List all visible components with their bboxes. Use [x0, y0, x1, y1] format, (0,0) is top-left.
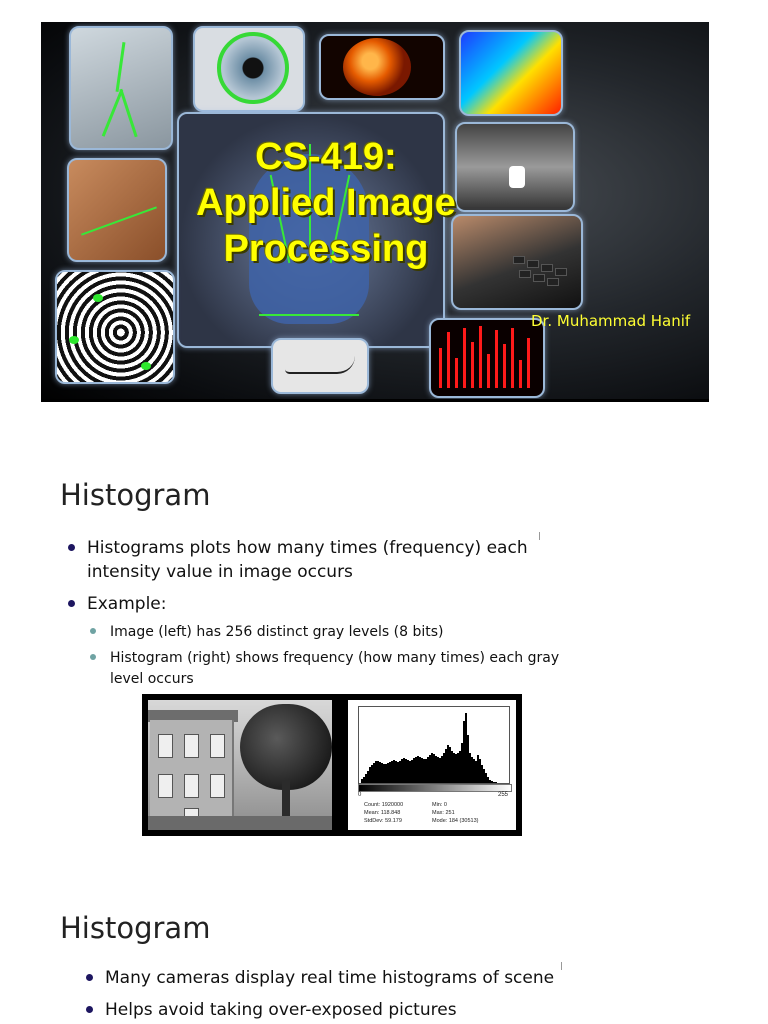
subbullet-dot — [90, 628, 96, 634]
slide-2-heading: Histogram — [60, 911, 211, 945]
iris-scan-image — [193, 26, 305, 112]
subbullet-text: Histogram (right) shows frequency (how many times) each gray level occurs — [110, 650, 560, 687]
slide-2-bullet-2 — [86, 998, 646, 1022]
signature-image — [271, 338, 369, 394]
walking-figure-image — [69, 26, 173, 150]
stat-count: Count: 1920000 — [364, 802, 404, 808]
histogram-bar — [495, 782, 497, 783]
bullet-dot — [68, 544, 75, 551]
banner-divider — [41, 399, 709, 402]
stat-stddev: StdDev: 59.179 — [364, 818, 402, 824]
fingerprint-image — [55, 270, 175, 384]
course-title-line-3: Processing — [223, 228, 429, 270]
bullet-text: Histograms plots how many times (frequency) each intensity value in image occurs — [87, 538, 528, 582]
slide-1-bullet-2 — [68, 592, 568, 616]
gray-level-ramp — [358, 784, 512, 792]
slide-1-bullet-1 — [68, 536, 568, 584]
histogram-panel — [348, 700, 516, 830]
title-slide-banner — [41, 22, 709, 402]
author-name: Dr. Muhammad Hanif — [531, 312, 691, 330]
subbullet-dot — [90, 654, 96, 660]
course-title-line-1: CS-419: — [255, 136, 397, 178]
bullet-dot — [86, 1006, 93, 1013]
histogram-example-figure — [142, 694, 522, 836]
slide-1-heading: Histogram — [60, 478, 211, 512]
grayscale-photo — [148, 700, 332, 830]
course-title — [136, 134, 516, 272]
histogram-axis-min: 0 — [358, 792, 362, 798]
slide-1-subbullet-1 — [90, 622, 570, 643]
stat-min: Min: 0 — [432, 802, 447, 808]
stat-mode: Mode: 184 (30513) — [432, 818, 479, 824]
slide-1-subbullet-2 — [90, 648, 570, 690]
bullet-text: Example: — [87, 594, 167, 614]
subbullet-text: Image (left) has 256 distinct gray levels (8 bits) — [110, 624, 444, 640]
slide-2-bullet-1 — [86, 966, 646, 990]
stat-mean: Mean: 118.848 — [364, 810, 401, 816]
course-title-line-2: Applied Image — [196, 182, 456, 224]
bullet-text: Helps avoid taking over-exposed pictures — [105, 1000, 457, 1020]
histogram-plot — [358, 706, 510, 784]
retina-image — [319, 34, 445, 100]
bullet-text: Many cameras display real time histograms of scene — [105, 968, 555, 988]
bullet-dot — [68, 600, 75, 607]
thermal-face-image — [459, 30, 563, 116]
stat-max: Max: 251 — [432, 810, 455, 816]
histogram-axis-max: 255 — [498, 792, 509, 798]
audio-waveform-image — [429, 318, 545, 398]
bullet-dot — [86, 974, 93, 981]
